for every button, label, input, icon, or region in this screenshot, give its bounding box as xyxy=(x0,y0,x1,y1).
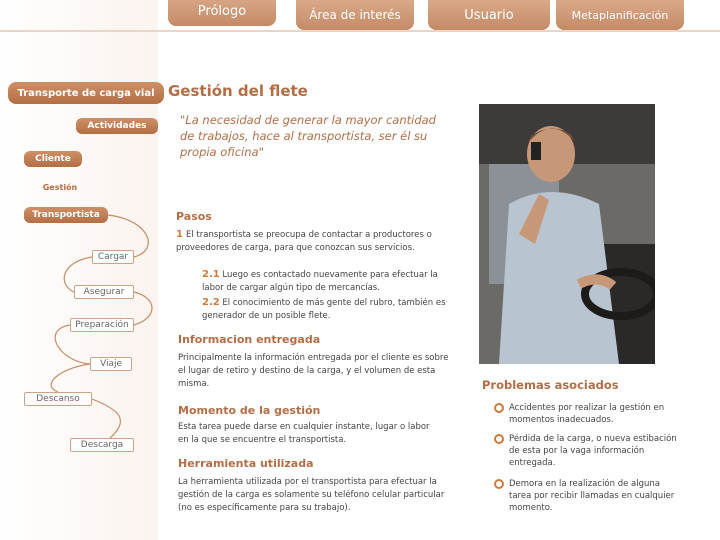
paso-1-text: El transportista se preocupa de contactar a productores o proveedores de carga, para que conozcan sus servicios. xyxy=(176,230,432,253)
step-asegurar[interactable]: Asegurar xyxy=(74,285,134,299)
problema-text: Pérdida de la carga, o nueva estibación de esta por la vaga información entregada. xyxy=(509,434,677,468)
paso-2-1-text: Luego es contactado nuevamente para efectuar la labor de cargar algún tipo de mercancías. xyxy=(202,270,438,293)
herramienta-heading: Herramienta utilizada xyxy=(178,457,314,470)
info-heading: Informacion entregada xyxy=(178,333,321,346)
herramienta-text: La herramienta utilizada por el transportista para efectuar la gestión de la carga es solamente su teléfono celular particular (no es específicamente para su trabajo). xyxy=(178,477,445,513)
problema-text: Demora en la realización de alguna tarea por recibir llamadas en cualquier momento. xyxy=(509,479,675,513)
nav-gestion-link[interactable]: Gestión xyxy=(42,182,78,192)
step-descanso[interactable]: Descanso xyxy=(24,392,92,406)
problema-text: Accidentes por realizar la gestión en momentos inadecuados. xyxy=(509,403,665,425)
circle-bullet-icon xyxy=(494,434,504,444)
nav-transportista-button[interactable]: Transportista xyxy=(24,207,108,223)
tab-prologo[interactable]: Prólogo xyxy=(168,0,276,26)
nav-actividades-button[interactable]: Actividades xyxy=(76,118,158,134)
truck-driver-photo xyxy=(479,104,655,364)
paso-2-2 xyxy=(202,296,460,323)
step-viaje[interactable]: Viaje xyxy=(90,357,132,371)
circle-bullet-icon xyxy=(494,479,504,489)
paso-2-2-text: El conocimiento de más gente del rubro, también es generador de un posible flete. xyxy=(202,298,446,321)
quote-text: "La necesidad de generar la mayor cantidad de trabajos, hace al transportista, ser él su propia oficina" xyxy=(180,113,436,159)
info-text: Principalmente la información entregada por el cliente es sobre el lugar de retiro y destino de la carga, y el volumen de esta misma. xyxy=(178,353,449,389)
momento-text: Esta tarea puede darse en cualquier instante, lugar o labor en la que se encuentre el transportista. xyxy=(178,422,430,445)
nav-title[interactable]: Transporte de carga vial xyxy=(8,82,164,104)
tab-area-de-interes[interactable]: Área de interés xyxy=(296,0,414,30)
step-preparacion[interactable]: Preparación xyxy=(70,318,134,332)
circle-bullet-icon xyxy=(494,403,504,413)
problemas-heading: Problemas asociados xyxy=(482,378,619,392)
problema-item xyxy=(494,402,680,426)
step-cargar[interactable]: Cargar xyxy=(92,250,134,264)
problema-item xyxy=(494,433,680,469)
problema-item xyxy=(494,478,680,514)
process-flow-diagram xyxy=(0,0,160,540)
paso-1 xyxy=(176,228,461,255)
tab-usuario[interactable]: Usuario xyxy=(428,0,550,30)
pasos-heading: Pasos xyxy=(176,210,212,223)
tab-metaplanificacion[interactable]: Metaplanificación xyxy=(556,0,684,30)
paso-2-2-number: 2.2 xyxy=(202,297,220,308)
momento-heading: Momento de la gestión xyxy=(178,404,321,417)
page-title: Gestión del flete xyxy=(168,82,308,100)
paso-2-1-number: 2.1 xyxy=(202,269,220,280)
paso-2-1 xyxy=(202,268,460,295)
nav-cliente-button[interactable]: Cliente xyxy=(24,151,82,167)
paso-1-number: 1 xyxy=(176,229,183,240)
step-descarga[interactable]: Descarga xyxy=(70,438,134,452)
